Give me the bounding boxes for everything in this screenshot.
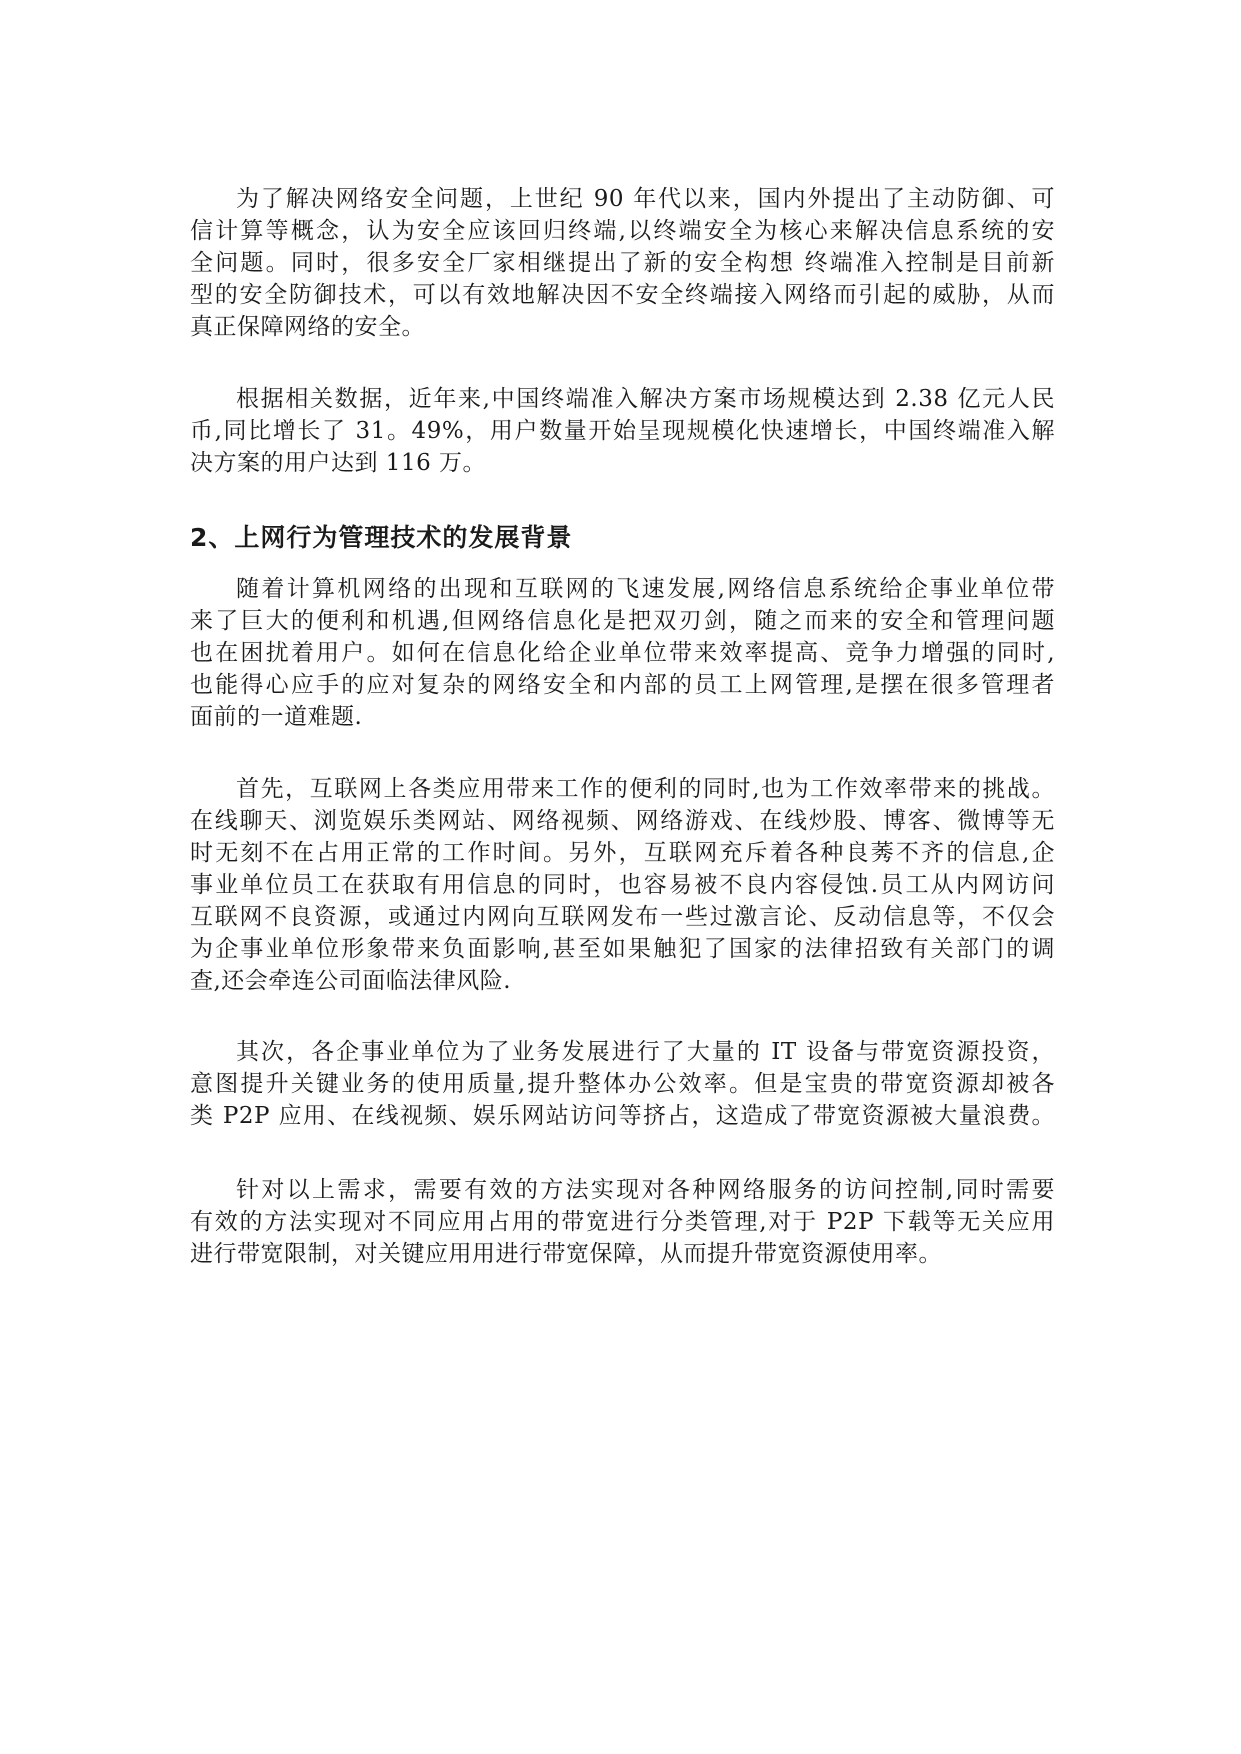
paragraph-line: 为企事业单位形象带来负面影响,甚至如果触犯了国家的法律招致有关部门的调	[190, 936, 1055, 962]
section-heading: 2、上网行为管理技术的发展背景	[190, 523, 573, 552]
paragraph-line: 信计算等概念，认为安全应该回归终端,以终端安全为核心来解决信息系统的安	[190, 218, 1055, 244]
paragraph-line: 事业单位员工在获取有用信息的同时，也容易被不良内容侵蚀.员工从内网访问	[190, 872, 1055, 898]
paragraph-line: 随着计算机网络的出现和互联网的飞速发展,网络信息系统给企事业单位带	[236, 576, 1055, 602]
paragraph-line: 互联网不良资源，或通过内网向互联网发布一些过激言论、反动信息等，不仅会	[190, 904, 1055, 930]
paragraph-line: 型的安全防御技术，可以有效地解决因不安全终端接入网络而引起的威胁，从而	[190, 282, 1055, 308]
paragraph-line: 时无刻不在占用正常的工作时间。另外，互联网充斥着各种良莠不齐的信息,企	[190, 840, 1055, 866]
paragraph-line: 类 P2P 应用、在线视频、娱乐网站访问等挤占，这造成了带宽资源被大量浪费。	[190, 1103, 1055, 1129]
paragraph-line: 为了解决网络安全问题，上世纪 90 年代以来，国内外提出了主动防御、可	[236, 186, 1055, 212]
paragraph-line: 首先，互联网上各类应用带来工作的便利的同时,也为工作效率带来的挑战。	[236, 776, 1055, 802]
paragraph-line: 在线聊天、浏览娱乐类网站、网络视频、网络游戏、在线炒股、博客、微博等无	[190, 808, 1055, 834]
paragraph-line: 也能得心应手的应对复杂的网络安全和内部的员工上网管理,是摆在很多管理者	[190, 672, 1055, 698]
paragraph-line: 全问题。同时，很多安全厂家相继提出了新的安全构想 终端准入控制是目前新	[190, 250, 1055, 276]
paragraph-line: 根据相关数据，近年来,中国终端准入解决方案市场规模达到 2.38 亿元人民	[236, 386, 1055, 412]
paragraph-line: 来了巨大的便利和机遇,但网络信息化是把双刃剑，随之而来的安全和管理问题	[190, 608, 1055, 634]
paragraph-line: 查,还会牵连公司面临法律风险.	[190, 968, 512, 994]
paragraph-line: 决方案的用户达到 116 万。	[190, 450, 487, 476]
paragraph-line: 其次，各企事业单位为了业务发展进行了大量的 IT 设备与带宽资源投资，	[236, 1039, 1055, 1065]
paragraph-line: 面前的一道难题.	[190, 704, 363, 730]
paragraph-line: 进行带宽限制，对关键应用用进行带宽保障，从而提升带宽资源使用率。	[190, 1241, 942, 1267]
paragraph-line: 真正保障网络的安全。	[190, 314, 425, 340]
paragraph-line: 针对以上需求，需要有效的方法实现对各种网络服务的访问控制,同时需要	[236, 1177, 1055, 1203]
paragraph-line: 有效的方法实现对不同应用占用的带宽进行分类管理,对于 P2P 下载等无关应用	[190, 1209, 1055, 1235]
paragraph-line: 也在困扰着用户。如何在信息化给企业单位带来效率提高、竞争力增强的同时,	[190, 640, 1055, 666]
paragraph-line: 币,同比增长了 31。49%，用户数量开始呈现规模化快速增长，中国终端准入解	[190, 418, 1055, 444]
paragraph-line: 意图提升关键业务的使用质量,提升整体办公效率。但是宝贵的带宽资源却被各	[190, 1071, 1055, 1097]
